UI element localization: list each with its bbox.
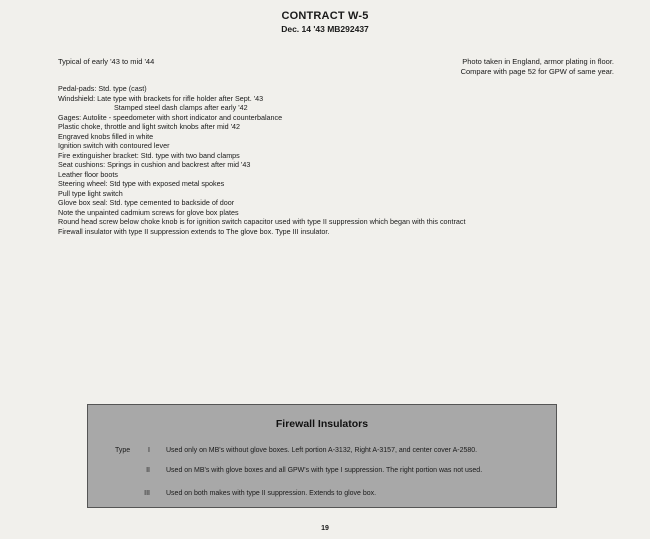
note-line: Ignition switch with contoured lever (58, 141, 170, 150)
photo-caption (461, 57, 614, 77)
type-numeral: III (144, 490, 150, 497)
note-line: Round head screw below choke knob is for ignition switch capacitor used with type II suppression which began with this contract (58, 217, 466, 226)
note-line: Glove box seal: Std. type cemented to backside of door (58, 198, 235, 207)
type-description: Used only on MB's without glove boxes. Left portion A-3132, Right A-3157, and center cover A-2580. (166, 447, 478, 454)
note-line: Steering wheel: Std type with exposed metal spokes (58, 179, 225, 188)
note-line: Engraved knobs filled in white (58, 131, 154, 141)
note-line: Gages: Autolite - speedometer with short indicator and counterbalance (58, 112, 283, 122)
note-line: Stamped steel dash clamps after early '42 (114, 103, 248, 112)
note-line: Plastic choke, throttle and light switch knobs after mid '42 (58, 122, 240, 131)
page-title: CONTRACT W-5 (281, 10, 369, 22)
type-numeral: II (146, 467, 150, 474)
type-description: Used on MB's with glove boxes and all GPW's with type I suppression. The right portion was not used. (166, 467, 483, 474)
photo-caption-line-2: Compare with page 52 for GPW of same year. (460, 67, 614, 76)
note-line: Pull type light switch (58, 188, 123, 198)
typical-period: Typical of early '43 to mid '44 (58, 57, 155, 66)
note-line: Firewall insulator with type II suppression extends to The glove box. Type III insulator. (58, 226, 330, 236)
note-line: Pedal-pads: Std. type (cast) (58, 84, 147, 93)
note-line: Fire extinguisher bracket: Std. type with two band clamps (58, 150, 240, 160)
note-line: Note the unpainted cadmium screws for glove box plates (58, 207, 239, 217)
spec-notes (58, 84, 618, 236)
page-number: 19 (321, 525, 329, 532)
contract-subtitle: Dec. 14 '43 MB292437 (281, 24, 369, 34)
note-line: Seat cushions: Springs in cushion and backrest after mid '43 (58, 160, 251, 169)
box-title: Firewall Insulators (275, 418, 369, 430)
firewall-insulators-box (87, 404, 557, 508)
note-line: Windshield: Late type with brackets for rifle holder after Sept. '43 (58, 93, 264, 103)
type-numeral: I (148, 447, 150, 454)
type-description: Used on both makes with type II suppression. Extends to glove box. (166, 490, 377, 497)
note-line: Leather floor boots (58, 169, 118, 179)
photo-caption-line-1: Photo taken in England, armor plating in floor. (462, 57, 614, 66)
type-label: Type (115, 447, 131, 454)
